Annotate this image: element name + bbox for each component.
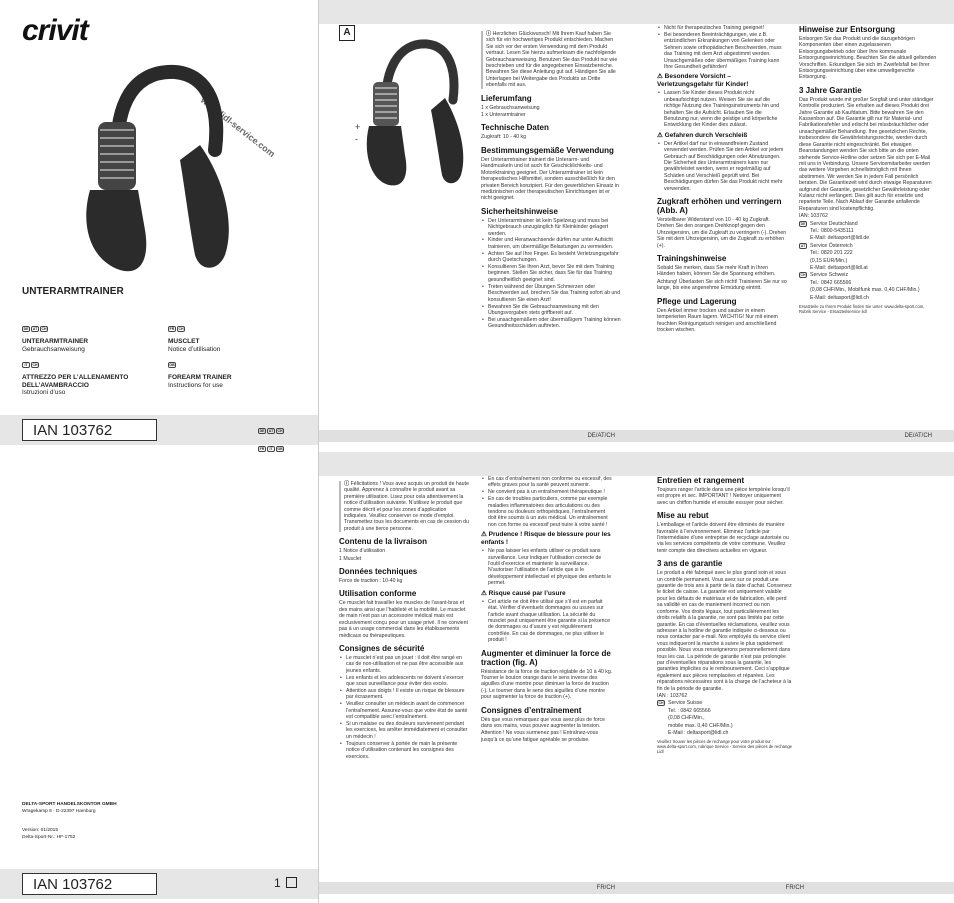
- heading-garantie: 3 ans de garantie: [657, 559, 723, 569]
- ian-box: IAN 103762: [22, 419, 157, 441]
- service-rate: (0,08 CHF/Min., Mobilfunk max. 0,40 CHF/Min.): [810, 287, 920, 294]
- list-item: • Bewahren Sie die Gebrauchsanweisung mit den Übungsvorgaben stets griffbereit auf.: [481, 304, 621, 317]
- top-bar: [319, 0, 954, 24]
- language-subtitle: Instructions for use: [168, 381, 223, 389]
- heading-bestimmung: Bestimmungsgemäße Verwendung: [481, 145, 614, 155]
- warning-icon: ⚠: [657, 131, 665, 139]
- flag-de-icon: DE: [800, 221, 806, 226]
- list-item: • Si un malaise ou des douleurs surviennent pendant les exercices, les arrêter immédiatement et consulter un médecin !: [339, 721, 471, 740]
- language-gb: [168, 356, 298, 390]
- flag-ch-icon: CH: [178, 326, 184, 331]
- footer-bar-right: FR/CH: [637, 882, 954, 894]
- list-item: • Kinder und Heranwachsende dürfen nur unter Aufsicht trainieren, um übermäßige Belastungen zu vermeiden.: [481, 237, 621, 250]
- pflege-text: Den Artikel immer trocken und sauber in einem temperierten Raum lagern. WICHTIG! Nur mit einem feuchten Reinigungstuch reinigen und anschließend trocken wischen.: [657, 307, 778, 333]
- footer-bar-left: DE/AT/CH: [319, 430, 637, 442]
- service-mail[interactable]: E-Mail: deltasport@lidl.de: [810, 235, 870, 242]
- list-item: • Treten während der Übungen Schmerzen oder Beschwerden auf, brechen Sie das Training sofort ab und konsultieren Sie einen Arzt!: [481, 284, 621, 303]
- service-rate: mobile max. 0,40 CHF/Min.): [668, 722, 733, 729]
- list-item: • Der Unterarmtrainer ist kein Spielzeug und muss bei Nichtgebrauch unzugänglich für Kleinkinder gelagert werden.: [481, 218, 621, 237]
- ian-number: IAN: 103762: [799, 213, 828, 220]
- heading-sicherheit: Sicherheitshinweise: [481, 206, 558, 216]
- fr-column-1: [339, 479, 471, 760]
- bullets-top: [481, 476, 613, 528]
- language-it: [22, 356, 162, 397]
- info-icon: ⓘ: [344, 481, 351, 487]
- product-title: UNTERARMTRAINER: [22, 286, 124, 297]
- service-tel: Tel. : 0842 665566: [668, 707, 711, 714]
- fr-column-3: [657, 476, 792, 755]
- verschleiss-list: [657, 141, 787, 192]
- language-fr: [168, 320, 298, 354]
- list-item: • Toujours conserver à portée de main la présente notice d’utilisation contenant les consignes des exercices.: [339, 741, 471, 760]
- back-page: [0, 452, 318, 903]
- figure-a-illustration: [349, 30, 469, 190]
- service-tel: Tel.: 0820 201 222: [810, 250, 853, 257]
- flag-ch-icon: CH: [41, 326, 47, 331]
- entsorgung-text: Entsorgen Sie das Produkt und die dazugehörigen Komponenten über einen zugelassenen Entsorgungsbetrieb oder über Ihre kommunale Entsorgungseinrichtung. Beachten Sie die aktuell geltenden Vorschriften. Erkundigen Sie sich im Zweifelsfall bei Ihrer Entsorgungseinrichtung über eine umweltgerechte Entsorgung.: [799, 36, 937, 81]
- service-rate: (0,08 CHF/Min.,: [668, 715, 705, 722]
- flag-at-icon: AT: [800, 243, 806, 248]
- zugkraft-text: Verstellbarer Widerstand von 10 - 40 kg Zugkraft. Drehen Sie den orangen Drehknopf gegen den Uhrzeigersinn, um die Zugkraft zu verringern (-). Drehen Sie mit dem Uhrzeigersinn, um die Zugkraft zu erhöhen (+).: [657, 217, 787, 249]
- footer-bar-left: FR/CH: [319, 882, 637, 894]
- service-name: Service Deutschland: [810, 220, 858, 227]
- website-label: www.lidl-service.com: [198, 95, 277, 160]
- ian-number: IAN : 103762: [657, 692, 688, 699]
- heading-entsorgung: Hinweise zur Entsorgung: [799, 25, 896, 34]
- list-item: • Cet article ne doit être utilisé que s’il est en parfait état. Vérifier d’éventuels dommages ou usures sur l’article avant chaque utilisation. La sécurité du musclet peut uniquement être garantie si la présence de dommages ou d’usure y est régulièrement contrôlée. En cas de dommages, ne plus utiliser le produit !: [481, 599, 613, 644]
- rebut-text: L’emballage et l’article doivent être éliminés de manière favorable à l’environnement. Eliminez l’article par l’intermédiaire d’une entreprise de recyclage autorisée ou via les services compétents de votre commune. Veuillez tenir compte des directives actuelles en vigueur.: [657, 522, 789, 554]
- heading-rebut: Mise au rebut: [657, 511, 709, 521]
- flag-row: [22, 356, 162, 374]
- list-item: 1 x Unterarmtrainer: [481, 112, 526, 119]
- donnees-text: Force de traction : 10-40 kg: [339, 578, 403, 585]
- language-title: FOREARM TRAINER: [168, 374, 232, 381]
- securite-list: [339, 655, 471, 760]
- heading-contenu: Contenu de la livraison: [339, 537, 428, 547]
- list-item: • Achten Sie auf Ihre Finger. Es besteht Verletzungsgefahr durch Quetschungen.: [481, 251, 621, 264]
- list-item: 1 Notice d’utilisation: [339, 548, 386, 555]
- bullets-top: [657, 25, 787, 70]
- intro-text: ⓘ Herzlichen Glückwunsch! Mit Ihrem Kauf haben Sie sich für ein hochwertiges Produkt entschieden. Machen Sie sich vor der ersten Verwendung mit dem Produkt vertraut. Lesen Sie hierzu aufmerksam die nachfolgende Gebrauchsanweisung. Benutzen Sie das Produkt nur wie beschrieben und für die angegebenen Einsatzbereiche. Bewahren Sie diese Anleitung gut auf. Händigen Sie alle Unterlagen bei Weitergabe des Produkts an Dritte ebenfalls mit aus.: [481, 31, 621, 89]
- de-column-3: [799, 25, 937, 315]
- warning-icon: ⚠: [481, 589, 489, 597]
- flag-de-icon: DE: [23, 326, 29, 331]
- company-name: DELTA-SPORT HANDELSKONTOR GMBH: [22, 802, 117, 807]
- service-rate: (0,15 EUR/Min.): [810, 257, 848, 264]
- language-subtitle: Gebrauchsanweisung: [22, 345, 85, 353]
- flag-row: [168, 320, 298, 338]
- flag-fr-icon: FR: [259, 446, 265, 451]
- flag-de-icon: DE: [259, 428, 265, 433]
- flag-at-icon: AT: [268, 428, 274, 433]
- warning-icon: ⚠: [657, 73, 665, 81]
- list-item: • Attention aux doigts ! Il existe un risque de blessure par écrasement.: [339, 688, 471, 701]
- heading-donnees: Données techniques: [339, 567, 418, 577]
- service-tel: Tel.: 0842 665566: [810, 279, 852, 286]
- footer-bar-right: DE/AT/CH: [637, 430, 954, 442]
- service-ch: [799, 272, 937, 301]
- heading-force: Augmenter et diminuer la force de traction (fig. A): [481, 648, 611, 667]
- list-item: 1 Musclet: [339, 555, 362, 562]
- french-spread: [319, 452, 954, 903]
- de-column-1: [481, 29, 621, 330]
- info-icon: ⓘ: [486, 31, 493, 37]
- language-subtitle: Notice d’utilisation: [168, 345, 221, 353]
- page-marker: 1: [274, 876, 281, 890]
- flag-ch-icon: CH: [277, 428, 283, 433]
- flag-it-icon: IT: [267, 446, 275, 452]
- training-text: Sobald Sie merken, dass Sie mehr Kraft in Ihren Händen haben, können Sie die Spannung erhöhen.: [657, 265, 776, 278]
- language-title: UNTERARMTRAINER: [22, 338, 89, 345]
- list-item: • Konsultieren Sie Ihren Arzt, bevor Sie mit dem Training beginnen. Stellen Sie sicher, dass Sie für das Training gesundheitlich geeignet sind.: [481, 264, 621, 283]
- flag-it-icon: IT: [22, 362, 30, 368]
- list-item: 1 x Gebrauchsanweisung: [481, 104, 540, 111]
- flag-at-icon: AT: [32, 326, 38, 331]
- delta-number: Delta-Sport-Nr.: HF-1752: [22, 835, 76, 840]
- heading-consignes: Consignes d’entraînement: [481, 705, 582, 715]
- force-text: Résistance de la force de traction réglable de 10 à 40 kg. Tourner le bouton orange dans le sens inverse des aiguilles d’une montre pour diminuer la force de traction (-). Le tourner dans le sens des aiguilles d’une montre pour augmenter la force de traction (+).: [481, 668, 613, 701]
- intro-text: ⓘ Félicitations ! Vous avez acquis un produit de haute qualité. Apprenez à connaître le produit avant sa première utilisation. Lisez pour cela attentivement la notice d’utilisation suivante. N’utilisez le produit que comme décrit et pour les zones d’application indiquées. Veuillez conserver ce mode d’emploi. Transmettez tous les documents en cas de cession du produit à une tierce personne.: [339, 481, 471, 532]
- svg-text:+: +: [355, 122, 361, 132]
- heading-securite: Consignes de sécurité: [339, 643, 425, 653]
- language-de: [22, 320, 152, 354]
- fr-column-2: [481, 476, 613, 744]
- german-spread: [319, 0, 954, 452]
- flag-gb-icon: GB: [277, 446, 283, 451]
- flag-row: [168, 356, 298, 374]
- top-bar: [319, 452, 954, 476]
- cover-page: [0, 0, 318, 452]
- heading-technik: Technische Daten: [481, 123, 549, 133]
- service-mail[interactable]: E-Mail: deltasport@lidl.at: [810, 265, 868, 271]
- ian-box: IAN 103762: [22, 873, 157, 895]
- svg-text:-: -: [355, 134, 358, 144]
- service-name: Service Schweiz: [810, 272, 849, 279]
- list-item: • Les enfants et les adolescents ne doivent s’exercer que sous surveillance pour éviter des excès.: [339, 675, 471, 688]
- company-address: Wragekamp 6 · D-22397 Hamburg: [22, 809, 96, 814]
- flag-row: [22, 320, 152, 338]
- service-ch: [657, 700, 792, 736]
- warning-verschleiss: ⚠ Gefahren durch Verschleiß: [657, 131, 748, 139]
- service-de: [799, 221, 937, 242]
- service-name: Service Suisse: [668, 700, 703, 707]
- list-item: • Der Artikel darf nur in einwandfreiem Zustand verwendet werden. Prüfen Sie den Artikel vor jedem Gebrauch auf Beschädigungen oder Abnutzungen. Die Sicherheit des Unterarmtrainers kann nur gewährleistet werden, wenn er regelmäßig auf Schäden und Verschleiß geprüft wird. Bei Beschädigungen dürfen Sie das Produkt nicht mehr verwenden.: [657, 141, 787, 192]
- language-subtitle: Istruzioni d’uso: [22, 389, 66, 396]
- warning-enfants: ⚠ Prudence ! Risque de blessure pour les enfants !: [481, 531, 611, 547]
- sicherheit-list: [481, 218, 621, 330]
- bestimmung-text: Der Unterarmtrainer trainiert die Unterarm- und Handmuskeln und ist auch für Geschicklichkeits- und Motoriktraining geeignet. Der Unterarmtrainer ist kein therapeutisches Hilfsmittel, sondern ausschließlich für den privaten Bereich konzipiert. Für den gewerblichen Einsatz in medizinischen oder therapeutischen Einrichtungen ist er nicht geeignet.: [481, 156, 619, 202]
- flag-ch-icon: CH: [800, 273, 806, 278]
- utilisation-text: Ce musclet fait travailler les muscles de l’avant-bras et des mains ainsi que l’habileté et la mobilité. Le musclet de main n’est pas un accessoire médical mais est exclusivement conçu pour un usage privé. Il ne convient pas à un usage commercial dans les établissements médicaux ou thérapeutiques.: [339, 600, 468, 639]
- list-item: • Nicht für therapeutisches Training geeignet!: [657, 25, 787, 31]
- list-item: • Ne pas laisser les enfants utiliser ce produit sans surveillance. Leur indiquer l’utilisation correcte de l’outil d’exercice et maintenir la surveillance. N’autoriser l’utilisation de l’article que si le développement intellectuel et physique des enfants le permet.: [481, 548, 613, 586]
- figure-label: A: [339, 25, 355, 41]
- downloads-text: Ersatzteile zu Ihrem Produkt finden Sie unter: www.delta-sport.com, Rubrik Service - Ersatzteilservice lidl: [799, 304, 925, 315]
- entretien-text: Toujours ranger l’article dans une pièce tempérée lorsqu’il est propre et sec. IMPORTANT ! Nettoyer uniquement avec un chiffon humide et ensuite essuyer pour sécher.: [657, 487, 790, 506]
- service-mail[interactable]: E-Mail: deltasport@lidl.ch: [810, 294, 869, 301]
- service-mail[interactable]: E-Mail : deltasport@lidl.ch: [668, 730, 729, 736]
- list-item: • Bei besonderen Beeinträchtigungen, wie z.B. entzündlichen Erkrankungen von Gelenken oder Sehnen sowie orthopädischen Beschwerden, muss das Training mit dem Arzt abgestimmt werden. Unsachgemäßes oder übermäßiges Training kann Ihre Gesundheit gefährden!: [657, 32, 787, 70]
- heading-lieferumfang: Lieferumfang: [481, 93, 532, 103]
- consignes-text: Dès que vous remarquez que vous avez plus de force dans vos mains, vous pouvez augmenter la tension.: [481, 716, 605, 729]
- attention-text: Attention ! Ne vous surmenez pas ! Entraînez-vous jusqu’à ce qu’une fatigue agréable se produise.: [481, 730, 599, 743]
- garantie-text: Le produit a été fabriqué avec le plus grand soin et sous un contrôle permanent. Vous avez sur ce produit une garantie de trois ans à partir de la date d’achat. Conservez le ticket de caisse. La garantie est uniquement valable pour les défauts de matériaux et de fabrication, elle perd sa validité en cas de maniement incorrect ou non conforme. Vos droits légaux, tout particulièrement les droits relatifs à la garantie, ne sont pas limités par cette garantie. En cas d’éventuelles réclamations, veuillez vous adresser à la hotline de garantie indiquée ci-dessous ou nous contacter par e-mail. Nos employés du service client vous indiqueront la marche à suivre le plus rapidement possible. Nous vous renseignerons personnellement dans tous les cas. La période de garantie n’est pas prolongée par d’éventuelles réparations sous la garantie, les garanties implicites ou le remboursement. Ceci s’applique également aux pièces remplacées et réparées. Les réparations nécessaires sont à la charge de l’acheteur à la fin de la période de garantie.: [657, 570, 792, 692]
- flag-ch-icon: CH: [658, 701, 664, 706]
- list-item: • En cas de troubles particuliers, comme par exemple maladies inflammatoires des articulations ou des tendons ou douleurs orthopédiques, l’entraînement doit être soumis à un avis médical. Un entraînement non con forme ou excessif peut nuire à votre santé !: [481, 496, 613, 528]
- warning-usure: ⚠ Risque causé par l’usure: [481, 589, 566, 597]
- heading-utilisation: Utilisation conforme: [339, 589, 417, 599]
- brand-logo: crivit: [22, 14, 88, 47]
- checkbox-icon: [286, 877, 297, 888]
- downloads-text: Veuillez trouver les pièces de rechange pour votre produit sur : www.delta-sport.com, rubrique Service - Service des pièces de rechange Lidl: [657, 739, 792, 755]
- de-column-2: [657, 25, 787, 334]
- list-item: • Bei unsachgemäßem oder übermäßigem Training können Gesundheitsschäden auftreten.: [481, 317, 621, 330]
- flag-gb-icon: GB: [169, 362, 175, 367]
- language-title: MUSCLET: [168, 338, 200, 345]
- kinder-list: [657, 90, 787, 128]
- service-name: Service Österreich: [810, 242, 853, 249]
- warning-kinder: ⚠ Besondere Vorsicht – Verletzungsgefahr für Kinder!: [657, 73, 749, 89]
- technik-text: Zugkraft: 10 - 40 kg: [481, 134, 526, 141]
- list-item: • Lassen Sie Kinder dieses Produkt nicht unbeaufsichtigt nutzen. Weisen Sie sie auf die richtige Nutzung des Trainingsinstruments hin und behalten Sie die Aufsicht. Erlauben Sie die Benutzung nur, wenn die geistige und körperliche Entwicklung der Kinder dies zulässt.: [657, 90, 787, 128]
- flag-fr-icon: FR: [169, 326, 175, 331]
- service-tel: Tel.: 0800-5435111: [810, 227, 854, 234]
- list-item: • Ne convient pas à un entraînement thérapeutique !: [481, 489, 613, 495]
- list-item: • Veuillez consulter un médecin avant de commencer l’entraînement. Assurez-vous que votre état de santé est compatible avec l’entraînement.: [339, 701, 471, 720]
- flag-ch-icon: CH: [32, 362, 38, 367]
- list-item: • En cas d’entraînement non conforme ou excessif, des effets graves pour la santé peuvent survenir.: [481, 476, 613, 489]
- heading-entretien: Entretien et rangement: [657, 476, 745, 485]
- garantie-text: Das Produkt wurde mit großer Sorgfalt und unter ständiger Kontrolle produziert. Sie erhalten auf dieses Produkt drei Jahre Garantie ab Kaufdatum. Bitte bewahren Sie den Kassenbon auf. Die Garantie gilt nur für Material- und Fabrikationsfehler und erlischt bei missbräuchlicher oder unsachgemäßer Behandlung. Ihre gesetzlichen Rechte, insbesondere die Gewährleistungsrechte, werden durch diese Garantie nicht eingeschränkt. Bei etwaigen Beanstandungen wenden Sie sich bitte an die unten stehende Service-Hotline oder setzen Sie sich per E-Mail mit uns in Verbindung. Unsere Servicemitarbeiter werden das weitere Vorgehen schnellstmöglich mit Ihnen abstimmen. Wir werden Sie in jedem Fall persönlich beraten. Die Garantiezeit wird durch etwaige Reparaturen aufgrund der Garantie, gesetzlicher Gewährleistung oder Kulanz nicht verlängert. Dies gilt auch für ersetzte und reparierte Teile. Nach Ablauf der Garantie anfallende Reparaturen sind kostenpflichtig.: [799, 96, 934, 212]
- hand-grip-illustration: [50, 50, 250, 275]
- heading-zugkraft: Zugkraft erhöhen und verringern (Abb. A): [657, 197, 782, 216]
- warning-icon: ⚠: [481, 531, 489, 539]
- list-item: • Le musclet n’est pas un jouet : il doit être rangé en cas de non-utilisation et ne pas être accessible aux jeunes enfants.: [339, 655, 471, 674]
- heading-garantie: 3 Jahre Garantie: [799, 85, 862, 95]
- service-at: [799, 243, 937, 272]
- heading-training: Trainingshinweise: [657, 254, 727, 264]
- heading-pflege: Pflege und Lagerung: [657, 296, 737, 306]
- language-title: ATTREZZO PER L’ALLENAMENTO DELL’AVAMBRACCIO: [22, 374, 129, 389]
- usure-list: [481, 599, 613, 644]
- achtung-text: Achtung! Überlasten Sie sich nicht! Trainieren Sie nur so lange, bis eine angenehme Ermüdung eintritt.: [657, 278, 787, 292]
- version-label: Version: 01/2015: [22, 828, 59, 833]
- enfants-list: [481, 548, 613, 586]
